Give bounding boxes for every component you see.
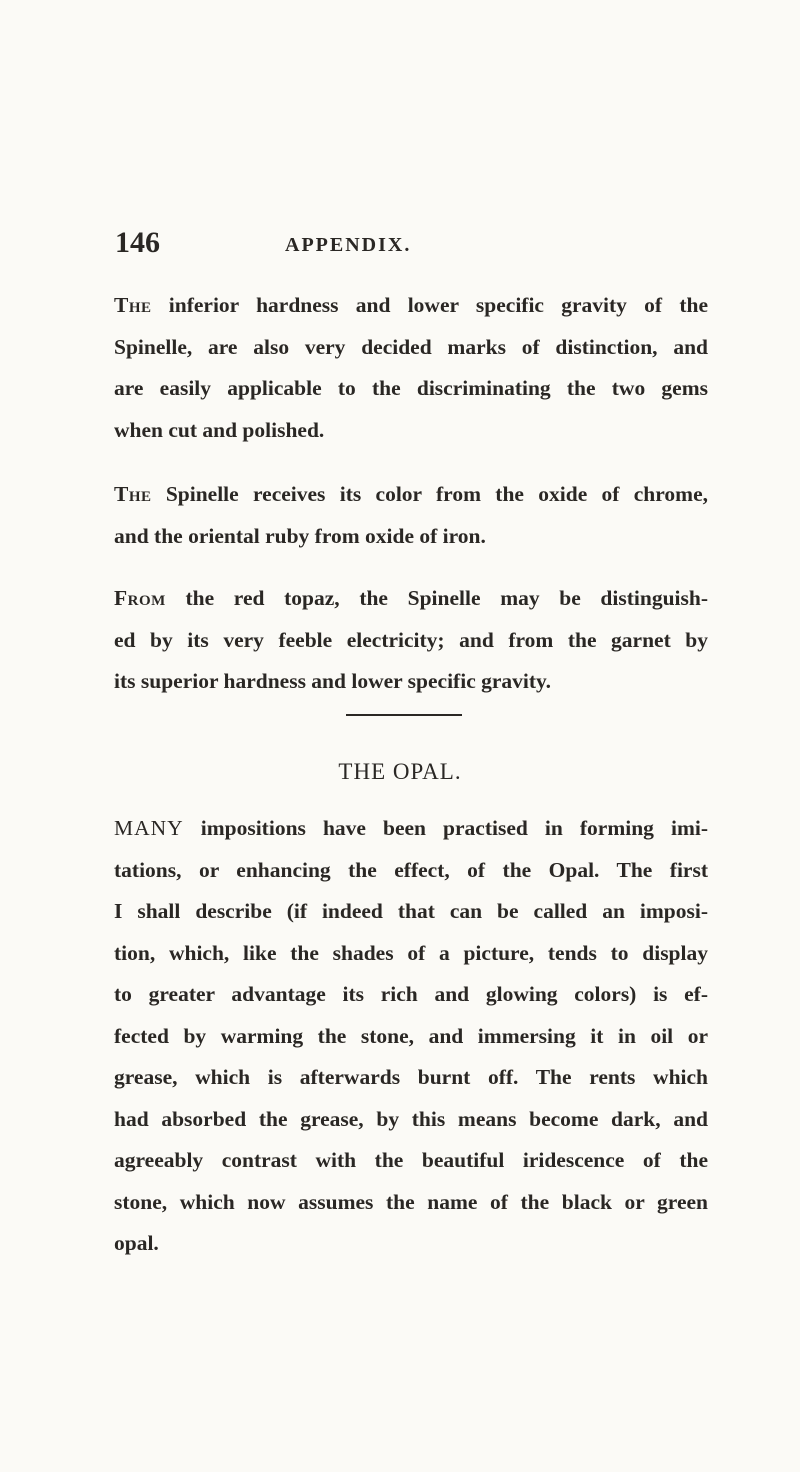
- text-line: tion, which, like the shades of a picture, tends to display: [114, 940, 708, 965]
- text-line: The inferior hardness and lower specific gravity of the: [114, 293, 708, 317]
- text-line: Spinelle, are also very decided marks of distinction, and: [114, 334, 708, 359]
- text-line: From the red topaz, the Spinelle may be distinguish-: [114, 586, 708, 610]
- text-line: stone, which now assumes the name of the black or green: [114, 1189, 708, 1214]
- text-line: are easily applicable to the discriminating the two gems: [114, 376, 708, 400]
- running-head: APPENDIX.: [285, 234, 412, 256]
- section-divider: [346, 714, 462, 716]
- lead-word: MANY: [114, 816, 184, 840]
- text-line: grease, which is afterwards burnt off. The rents which: [114, 1065, 708, 1089]
- paragraph-opal: [114, 808, 708, 1265]
- paragraph-red-topaz: [114, 578, 708, 703]
- lead-word: From: [114, 586, 166, 610]
- page-number: 146: [115, 226, 160, 259]
- text-line: had absorbed the grease, by this means become dark, and: [114, 1106, 708, 1131]
- paragraph-hardness: [114, 285, 708, 451]
- text-line: tations, or enhancing the effect, of the Opal. The first: [114, 857, 708, 882]
- text-line: I shall describe (if indeed that can be called an imposi-: [114, 899, 708, 923]
- text-line: to greater advantage its rich and glowing colors) is ef-: [114, 982, 708, 1006]
- paragraph-color: [114, 474, 708, 557]
- section-title: THE OPAL.: [338, 759, 462, 784]
- text-line: agreeably contrast with the beautiful iridescence of the: [114, 1148, 708, 1172]
- text-line: The Spinelle receives its color from the oxide of chrome,: [114, 482, 708, 506]
- lead-word: The: [114, 482, 152, 506]
- text-line: and the oriental ruby from oxide of iron.: [114, 523, 486, 548]
- text-line: fected by warming the stone, and immersing it in oil or: [114, 1023, 708, 1048]
- text-line: ed by its very feeble electricity; and from the garnet by: [114, 627, 708, 652]
- text-line: opal.: [114, 1231, 159, 1255]
- text-line: its superior hardness and lower specific gravity.: [114, 669, 551, 693]
- text-line: MANY impositions have been practised in forming imi-: [114, 816, 708, 840]
- lead-word: The: [114, 293, 152, 317]
- text-line: when cut and polished.: [114, 417, 325, 442]
- page-header: [115, 226, 735, 266]
